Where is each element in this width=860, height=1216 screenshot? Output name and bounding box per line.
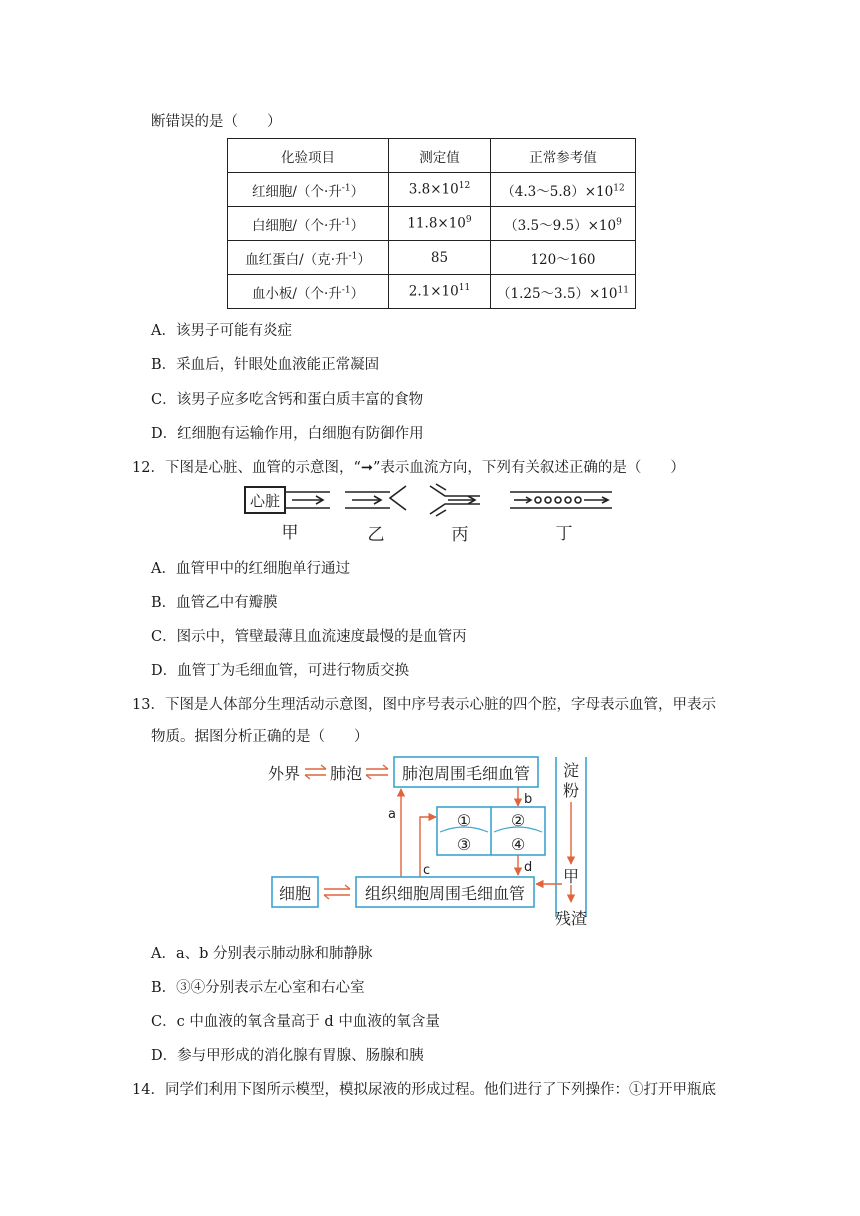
substance-jia-label: 甲 [562,867,580,886]
vessel-a-label: a [388,807,396,822]
table-cell-reference: $(4.3\sim 5.8)\times 10^{12}$ [491,173,636,207]
table-cell-value: 85 [389,241,491,275]
q12-stem: 12．下图是心脏、血管的示意图，“➞”表示血流方向，下列有关叙述正确的是（ ） [132,460,685,476]
table-cell-item: 血红蛋白/（克·升$^{-1}$） [228,241,389,275]
table-header-cell: 测定值 [389,139,491,173]
q13-option-c[interactable]: C．c 中血液的氧含量高于 d 中血液的氧含量 [151,1014,440,1030]
exchange-arrow-1 [305,765,326,779]
table-cell-reference: $(1.25\sim 3.5)\times 10^{11}$ [491,275,636,309]
q14-stem: 14．同学们利用下图所示模型，模拟尿液的形成过程。他们进行了下列操作：①打开甲瓶底 [132,1082,716,1098]
table-cell-item: 血小板/（个·升$^{-1}$） [228,275,389,309]
table-cell-reference: $(3.5\sim 9.5)\times 10^9$ [491,207,636,241]
table-row [228,173,636,207]
vessel-d-label: d [524,860,533,875]
table-header-cell: 化验项目 [228,139,389,173]
residue-label: 残渣 [554,909,588,928]
outside-label: 外界 [268,764,301,783]
vessel-c-label: c [423,863,431,878]
table-cell-reference: 120～160 [491,241,636,275]
vessel-jia [285,492,330,508]
q12-option-b[interactable]: B．血管乙中有瓣膜 [151,595,278,611]
q12-option-d[interactable]: D．血管丁为毛细血管，可进行物质交换 [151,663,410,679]
q13-physiology-figure [260,752,600,932]
vessel-ding [510,492,612,508]
cell-label: 细胞 [278,884,312,903]
table-cell-value: $3.8\times 10^{12}$ [389,173,491,207]
table-row [228,241,636,275]
starch-label-1: 淀 [562,761,580,780]
label-jia: 甲 [281,523,299,543]
table-cell-item: 白细胞/（个·升$^{-1}$） [228,207,389,241]
vessel-b-label: b [524,792,533,807]
chamber-3: ③ [456,835,472,854]
q12-option-c[interactable]: C．图示中，管壁最薄且血流速度最慢的是血管丙 [151,629,467,645]
blood-test-table [227,138,636,309]
label-yi: 乙 [367,525,385,545]
tissue-capillary-label: 组织细胞周围毛细血管 [364,884,526,903]
q13-option-d[interactable]: D．参与甲形成的消化腺有胃腺、肠腺和胰 [151,1048,424,1064]
q11-stem-tail: 断错误的是（ ） [151,114,282,130]
q13-option-a[interactable]: A．a、b 分别表示肺动脉和肺静脉 [151,946,373,962]
q13-option-b[interactable]: B．③④分别表示左心室和右心室 [151,980,365,996]
vessel-yi [345,486,406,510]
vessel-bing [430,484,480,516]
table-header-cell: 正常参考值 [491,139,636,173]
exchange-arrow-2 [366,765,388,779]
q12-vessel-figure [240,482,620,546]
chamber-4: ④ [510,835,526,854]
q11-option-d[interactable]: D．红细胞有运输作用，白细胞有防御作用 [151,426,424,442]
chamber-1: ① [456,811,472,830]
chamber-2: ② [510,811,526,830]
q12-option-a[interactable]: A．血管甲中的红细胞单行通过 [151,561,350,577]
q11-option-c[interactable]: C．该男子应多吃含钙和蛋白质丰富的食物 [151,392,424,408]
starch-label-2: 粉 [562,781,580,800]
q13-stem-line2: 物质。据图分析正确的是（ ） [151,729,369,745]
table-cell-value: $2.1\times 10^{11}$ [389,275,491,309]
table-cell-item: 红细胞/（个·升$^{-1}$） [228,173,389,207]
heart-label: 心脏 [249,492,281,510]
label-ding: 丁 [555,524,573,544]
table-cell-value: $11.8\times 10^9$ [389,207,491,241]
lung-capillary-label: 肺泡周围毛细血管 [401,764,531,783]
table-header-row [228,139,636,173]
table-row [228,275,636,309]
label-bing: 丙 [451,525,469,545]
exchange-arrow-3 [324,885,350,899]
q13-stem-line1: 13．下图是人体部分生理活动示意图，图中序号表示心脏的四个腔，字母表示血管，甲表示 [132,697,716,713]
alveoli-label: 肺泡 [330,764,363,783]
q11-option-b[interactable]: B．采血后，针眼处血液能正常凝固 [151,357,380,373]
table-row [228,207,636,241]
q11-option-a[interactable]: A．该男子可能有炎症 [151,323,292,339]
